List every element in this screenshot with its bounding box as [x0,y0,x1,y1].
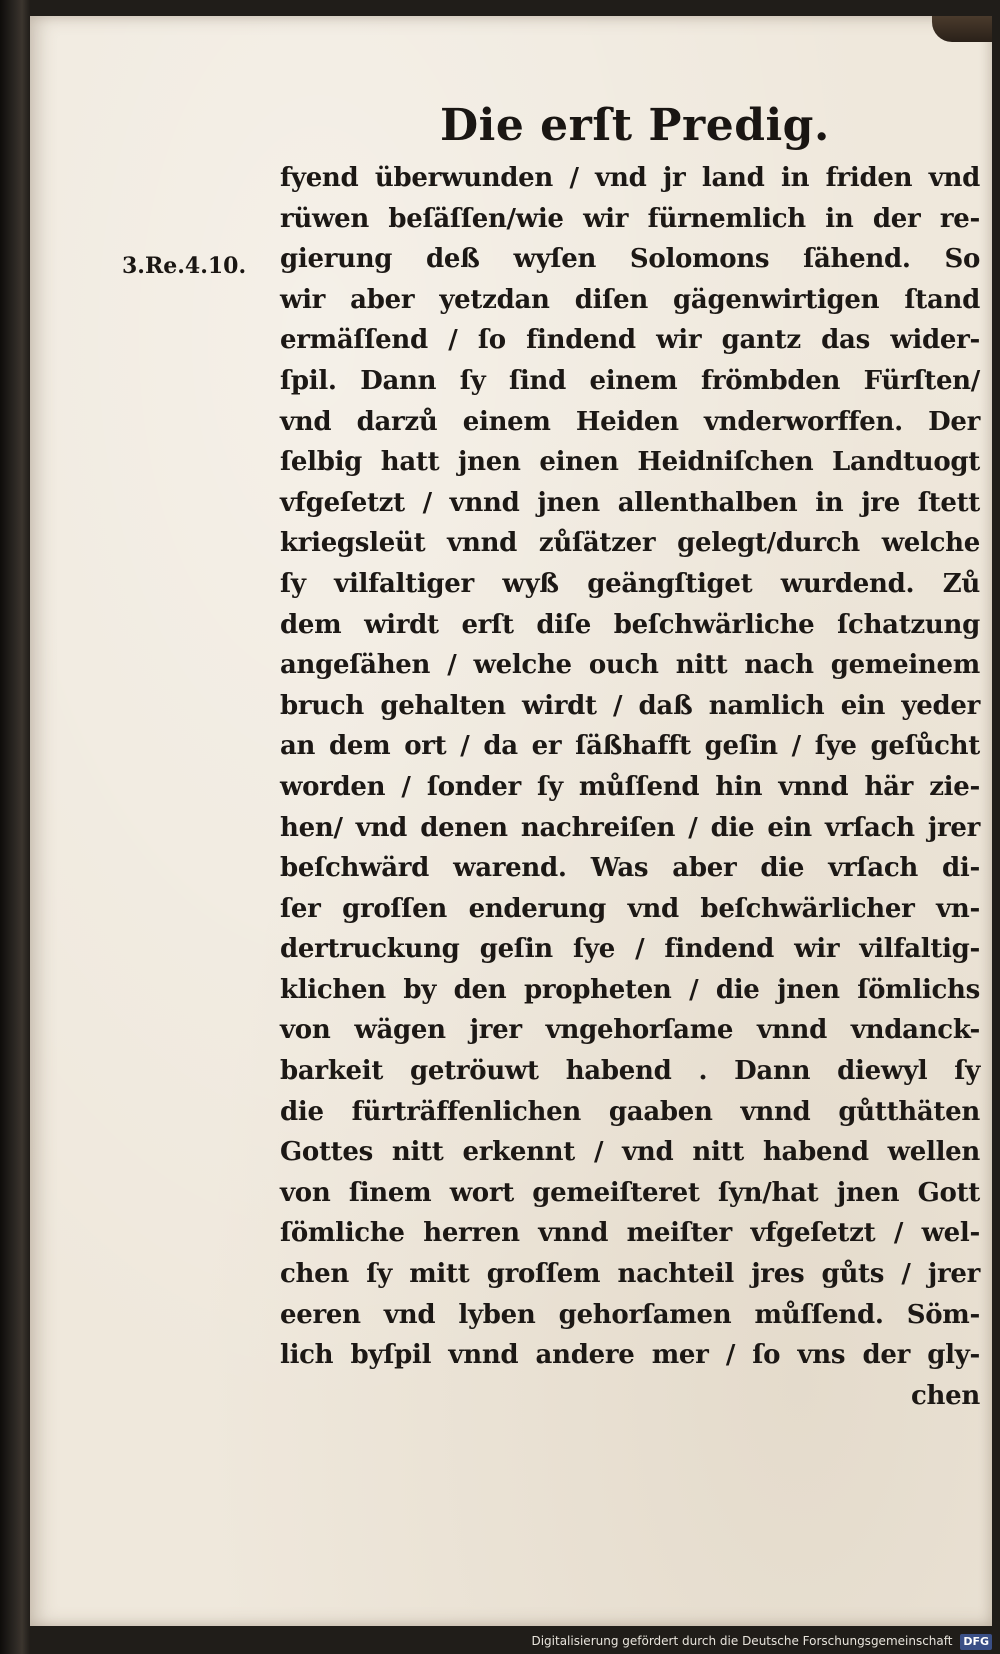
text-line: die fürträffenlichen gaaben vnnd gůtthäten [280,1096,980,1127]
text-line: von wägen jrer vngehorſame vnnd vndanck- [280,1015,980,1046]
text-line: angeſähen / welche ouch nitt nach gemeinem [280,650,980,681]
text-line: ſer groſſen enderung vnd beſchwärlicher vn- [280,893,980,924]
text-line: hen/ vnd denen nachreiſen / die ein vrſach jrer [280,812,980,843]
text-line: kriegsleüt vnnd zůſätzer gelegt/durch welche [280,528,980,559]
body-text [280,158,980,1416]
margin-note: 3.Re.4.10. [122,253,247,279]
text-line: beſchwärd warend. Was aber die vrſach di- [280,853,980,884]
text-line: worden / ſonder ſy můſſend hin vnnd här zie- [280,771,980,802]
text-line: ſelbig hatt jnen einen Heidniſchen Landtuogt [280,447,980,478]
text-line: an dem ort / da er ſäßhafft geſin / ſye geſůcht [280,731,980,762]
text-line: vfgeſetzt / vnnd jnen allenthalben in jre ſtett [280,487,980,518]
footer-credit [531,1633,992,1650]
text-line: lich byſpil vnnd andere mer / ſo vns der gly- [280,1340,980,1371]
text-line: ermäſſend / ſo findend wir gantz das wider- [280,325,980,356]
text-line: eeren vnd lyben gehorſamen můſſend. Söm- [280,1299,980,1330]
text-line: ſy vilfaltiger wyß geängſtiget wurdend. Zů [280,568,980,599]
text-line: gierung deß wyſen Solomons ſähend. So [280,244,980,275]
text-line: wir aber yetzdan diſen gägenwirtigen ſtand [280,284,980,315]
text-line: Gottes nitt erkennt / vnd nitt habend wellen [280,1137,980,1168]
page-heading: Die erſt Predig. [440,100,830,151]
footer-credit-text: Digitalisierung gefördert durch die Deutsche Forschungsgemeinschaft [531,1634,953,1648]
text-line: ſömliche herren vnnd meiſter vfgeſetzt / wel- [280,1218,980,1249]
text-line: chen ſy mitt groſſem nachteil jres gůts / jrer [280,1259,980,1290]
text-line: rüwen beſäſſen/wie wir fürnemlich in der re- [280,203,980,234]
text-line: fyend überwunden / vnd jr land in friden vnd [280,163,980,193]
dfg-logo: DFG [960,1634,992,1650]
text-line: dem wirdt erſt diſe beſchwärliche ſchatzung [280,609,980,640]
text-line: dertruckung geſin ſye / findend wir vilfaltig- [280,934,980,965]
page-corner-shadow [932,16,992,42]
text-line: von ſinem wort gemeiſteret ſyn/hat jnen Gott [280,1177,980,1208]
text-line: vnd darzů einem Heiden vnderworffen. Der [280,406,980,437]
catchword: chen [911,1380,980,1411]
text-line: barkeit getröuwt habend . Dann diewyl ſy [280,1056,980,1087]
book-page [30,16,992,1626]
text-line: klichen by den propheten / die jnen ſömlichs [280,974,980,1005]
text-line: bruch gehalten wirdt / daß namlich ein yeder [280,690,980,721]
text-line: ſpil. Dann ſy ſind einem frömbden Fürſten/ [280,365,980,396]
